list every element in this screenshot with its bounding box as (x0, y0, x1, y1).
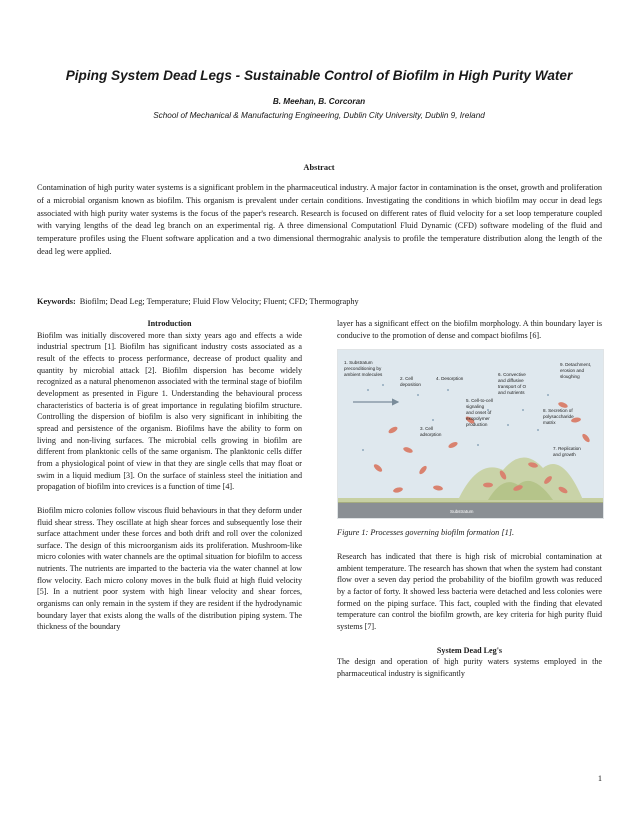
label-cell-deposition: 2. Cell (400, 376, 414, 382)
label-detachment: 9. Detachment, (560, 362, 592, 368)
system-dead-legs-paragraph: The design and operation of high purity waters systems employed in the pharmaceutical industry is significantly (337, 657, 602, 678)
paper-title: Piping System Dead Legs - Sustainable Control of Biofilm in High Purity Water (65, 68, 573, 83)
svg-text:and nutrients: and nutrients (498, 390, 525, 396)
label-replication-growth: 7. Replication (553, 446, 581, 452)
figure-caption: Figure 1: Processes governing biofilm formation [1]. (337, 528, 515, 538)
left-column (37, 318, 302, 633)
svg-text:sloughing: sloughing (560, 374, 580, 380)
svg-text:transport of O: transport of O (498, 384, 527, 390)
introduction-paragraph-2: Biofilm micro colonies follow viscous fluid behaviours in that they deform under fluid shear stress. They oscillate at high shear forces and subsequently lose their surface attachment under these forces and both drift and roll over the colonized surface. The design of this microorganism aids its proliferation. Mushroom-like micro colonies with water channels are the optimal situation for biofilm to access nutrients. The nutrients are imparted to the bacteria via the water channel at low flow velocity. Each micro colony moves in the bulk fluid at high fluid velocity [5]. In a nutrient poor system with high linear velocity and shear forces, organisms can only remain in the system if they are resident if the hydrodynamic boundary layer that exists along the walls of the distribution piping system. The thickness of the boundary (37, 505, 302, 632)
paper-affiliation: School of Mechanical & Manufacturing Engineering, Dublin City University, Dublin 9, Ireland (153, 111, 485, 120)
label-desorption: 4. Desorption (436, 376, 464, 382)
abstract-heading: Abstract (303, 163, 335, 172)
label-convective-transport: 6. Convective (498, 372, 526, 378)
label-substratum: Substratum (450, 509, 474, 515)
research-paragraph: Research has indicated that there is high risk of microbial contamination at ambient temperature. The research has shown that when the system had constant flow over a seven day period the probability of the biofilm growth was reduced by a factor of forty. It showed less bacteria were detached and less colonies were formed on the piping surface. This fact, coupled with the finding that elevated temperature can control the biofilm growth, are key criteria for high purity fluid systems [7]. (337, 551, 602, 631)
page-number: 1 (597, 774, 602, 783)
biofilm-process-figure (337, 349, 604, 519)
label-cell-adsorption: 3. Cell (420, 426, 434, 432)
svg-text:erosion and: erosion and (560, 368, 585, 374)
keywords-line (37, 297, 602, 306)
svg-text:and diffusive: and diffusive (498, 378, 524, 384)
svg-text:production: production (466, 422, 488, 428)
svg-text:ambient molecules: ambient molecules (344, 372, 383, 378)
svg-text:signaling: signaling (466, 404, 485, 410)
biofilm-diagram (338, 350, 603, 518)
introduction-paragraph-1: Biofilm was initially discovered more than sixty years ago and effects a wide industrial spectrum [1]. Biofilm has significant industry costs associated as a result of the effects to process performance, decrease of product quality and quantity by microbial attack [2]. Biofilm dispersion has become widely recognized as a natural phenomenon associated with the terminal stage of biofilm development as presented in Figure 1. Understanding the behavioural process characteristics of bacteria is of great importance in regulating biofilm structure. Controlling the dispersion of biofilm is also very significant in inhibiting the spread and persistence of the organism. Biofilms have the ability to form on living and non-living surfaces. The microbial cells growing in biofilm are different from planktonic cells of the same organism. The planktonic cells differ from a physiological point of view in that they are single cells that may float or swim in a liquid medium [3]. On the surface of stainless steel the initiation and propagation of biofilm into crevices is a function of time [4]. (37, 330, 302, 492)
introduction-paragraph-3: layer has a significant effect on the biofilm morphology. A thin boundary layer is conducive to the promotion of dense and compact biofilms [6]. (337, 319, 602, 340)
right-column (337, 318, 602, 680)
paper-authors: B. Meehan, B. Corcoran (272, 97, 366, 106)
svg-text:preconditioning by: preconditioning by (344, 366, 382, 372)
introduction-heading: Introduction (147, 319, 192, 328)
label-secretion-matrix: 8. Secretion of (543, 408, 573, 414)
svg-text:and onset of: and onset of (466, 410, 492, 416)
abstract-body: Contamination of high purity water systems is a significant problem in the pharmaceutical industry. A major factor in contamination is the onset, growth and proliferation of a microbial organism known as biofilm. This organism is prevalent under certain conditions. Investigating the conditions in which biofilm may occur in dead legs associated with high purity water systems is the focus of the paper's research. Research is focused on different rates of fluid velocity for a set loop temperature coupled with varying lengths of the dead leg branch on an experimental rig. A three dimensional Computationl Fluid Dynamic (CFD) software modeling of the fluid and temperature profiles using the Fluent software application and a two dimensional thermograhic analysis to profile the temperature distribution along the length of the dead leg were applied. (37, 183, 602, 256)
label-cell-signaling: 5. Cell-to-cell (466, 398, 493, 404)
keywords-text: Biofilm; Dead Leg; Temperature; Fluid Flow Velocity; Fluent; CFD; Thermography (79, 297, 359, 306)
svg-text:and growth: and growth (553, 452, 576, 458)
svg-text:matrix: matrix (543, 420, 556, 426)
svg-text:adsorption: adsorption (420, 432, 442, 438)
svg-text:exopolymer: exopolymer (466, 416, 490, 422)
svg-text:deposition: deposition (400, 382, 421, 388)
svg-text:polysaccharide: polysaccharide (543, 414, 574, 420)
keywords-label: Keywords: (37, 297, 76, 306)
label-substratum-preconditioning: 1. Substratum (344, 360, 373, 366)
system-dead-legs-heading: System Dead Leg's (436, 645, 503, 655)
